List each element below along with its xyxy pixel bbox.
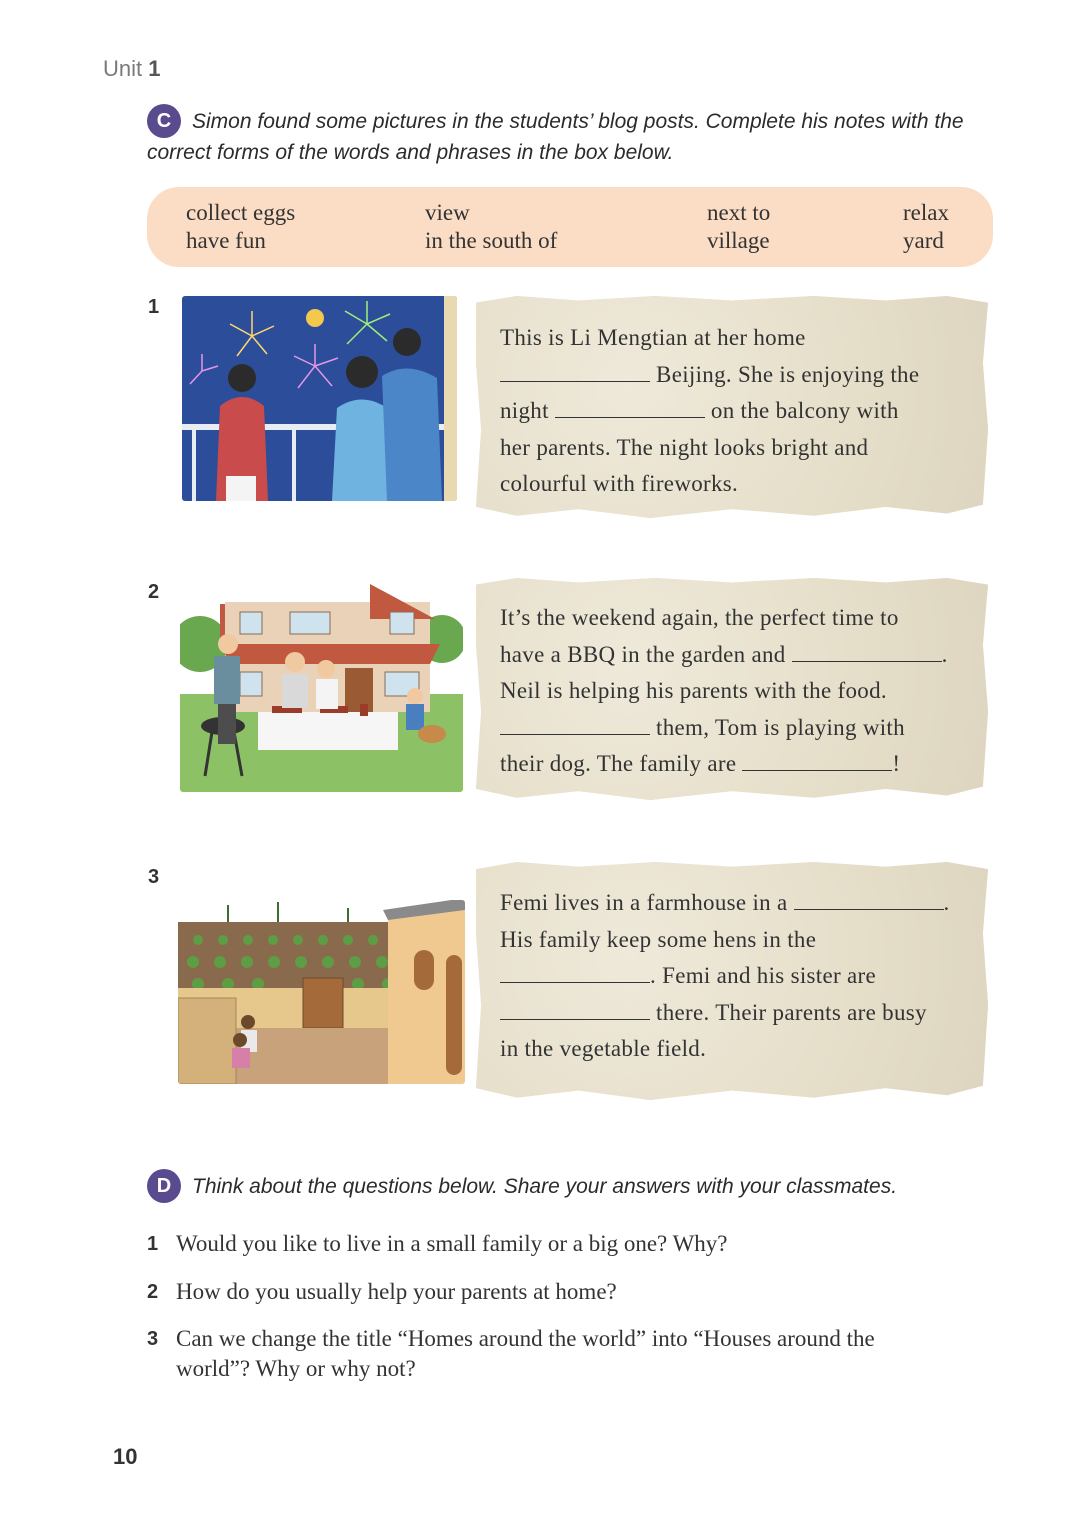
- answer-blank[interactable]: [792, 639, 942, 662]
- answer-blank[interactable]: [742, 748, 892, 771]
- word-item: next to: [707, 200, 771, 225]
- text-line: her parents. The night looks bright and: [500, 434, 869, 460]
- text-line: [500, 958, 980, 995]
- page-number: 10: [113, 1444, 138, 1469]
- text-line: [500, 393, 980, 430]
- answer-blank[interactable]: [500, 997, 650, 1020]
- word-item: have fun: [186, 228, 266, 253]
- section-d-instruction: Think about the questions below. Share your answers with your classmates.: [192, 1175, 898, 1198]
- question-text: world”? Why or why not?: [176, 1356, 416, 1381]
- text-line: It’s the weekend again, the perfect time to: [500, 605, 899, 630]
- note-text-1: [500, 320, 980, 503]
- text-line: [500, 885, 980, 922]
- unit-header: [103, 56, 161, 82]
- text-segment: there. Their parents are busy: [650, 999, 927, 1025]
- answer-blank[interactable]: [500, 712, 650, 735]
- text-segment: .: [941, 641, 948, 667]
- note-text-3: [500, 885, 980, 1068]
- text-segment: .: [943, 890, 950, 915]
- answer-blank[interactable]: [555, 395, 705, 418]
- word-item: view: [425, 200, 470, 225]
- question-number: 3: [147, 1328, 159, 1350]
- word-box: [147, 187, 993, 267]
- word-item: yard: [903, 228, 944, 253]
- text-line: His family keep some hens in the: [500, 926, 817, 952]
- word-item: relax: [903, 200, 949, 225]
- item-number: 1: [148, 296, 160, 318]
- text-line: [500, 637, 980, 674]
- answer-blank[interactable]: [794, 887, 944, 910]
- word-item: in the south of: [425, 228, 558, 253]
- text-line: colourful with fireworks.: [500, 471, 739, 496]
- text-segment: . Femi and his sister are: [650, 963, 876, 988]
- text-line: in the vegetable field.: [500, 1036, 707, 1061]
- word-item: collect eggs: [186, 200, 296, 225]
- answer-blank[interactable]: [500, 359, 650, 382]
- unit-label: Unit: [103, 56, 143, 81]
- text-line: Neil is helping his parents with the food.: [500, 678, 887, 703]
- question-text: How do you usually help your parents at home?: [176, 1279, 617, 1304]
- question-text: Would you like to live in a small family or a big one? Why?: [176, 1231, 728, 1256]
- bbq-garden-illustration: [180, 584, 463, 792]
- item-number: 2: [148, 581, 160, 603]
- farmhouse-yard-illustration: [178, 900, 465, 1084]
- text-line: [500, 357, 980, 394]
- text-line: [500, 995, 980, 1032]
- answer-blank[interactable]: [500, 960, 650, 983]
- text-segment: have a BBQ in the garden and: [500, 641, 792, 667]
- text-line: This is Li Mengtian at her home: [500, 325, 806, 350]
- text-segment: Femi lives in a farmhouse in a: [500, 890, 794, 915]
- question-number: 1: [147, 1233, 159, 1255]
- text-segment: Beijing. She is enjoying the: [650, 361, 920, 387]
- text-segment: night: [500, 398, 555, 423]
- text-segment: !: [892, 751, 901, 776]
- text-line: [500, 710, 980, 747]
- text-segment: on the balcony with: [704, 398, 899, 423]
- fireworks-balcony-illustration: [182, 296, 457, 501]
- section-c-badge: C: [147, 104, 181, 138]
- unit-number: 1: [148, 56, 161, 81]
- text-line: [500, 746, 980, 783]
- item-number: 3: [148, 866, 160, 888]
- word-item: village: [707, 228, 770, 253]
- question-number: 2: [147, 1281, 159, 1303]
- question-text: Can we change the title “Homes around the world” into “Houses around the: [176, 1326, 875, 1351]
- text-segment: their dog. The family are: [500, 751, 743, 776]
- section-c-instruction-line2: correct forms of the words and phrases in the box below.: [147, 141, 674, 164]
- section-c-instruction-line1: Simon found some pictures in the students’ blog posts. Complete his notes with the: [192, 110, 964, 133]
- text-segment: them, Tom is playing with: [650, 714, 905, 740]
- note-text-2: [500, 600, 980, 783]
- section-d-badge: D: [147, 1169, 181, 1203]
